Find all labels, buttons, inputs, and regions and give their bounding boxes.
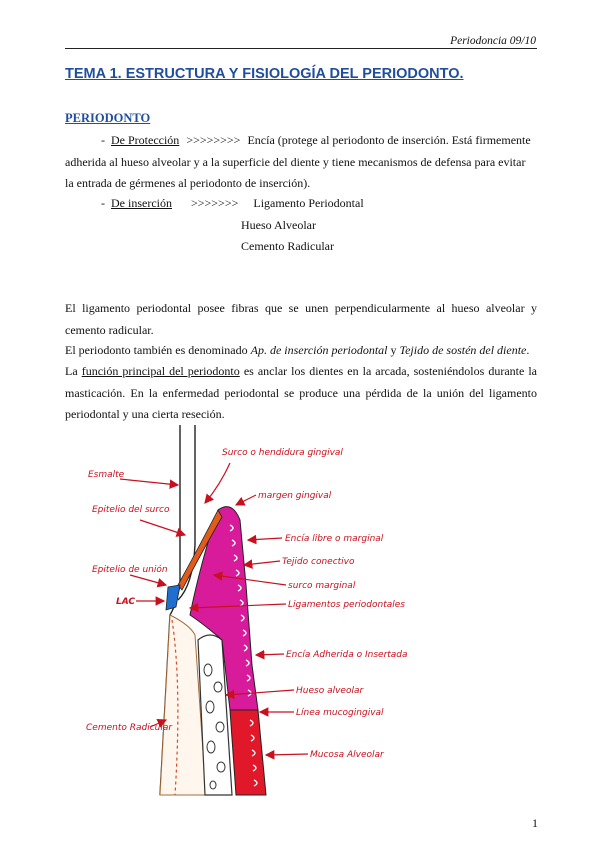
label-surco-hendidura: Surco o hendidura gingival xyxy=(222,448,343,458)
para2-end: . xyxy=(526,343,530,357)
section-heading: PERIODONTO xyxy=(65,111,151,125)
label-margen-gingival: margen gingival xyxy=(258,491,332,501)
paragraph-ligamento: El ligamento periodontal posee fibras que se unen perpendicularmente al hueso alveolar y cemento radicular. xyxy=(65,301,537,337)
insercion-item: Hueso Alveolar xyxy=(241,217,316,232)
bullet-line3: la entrada de gérmenes al periodonto de inserción). xyxy=(65,176,311,190)
bullet-line2: adherida al hueso alveolar y a la superficie del diente y tiene mecanismos de defensa para evitar xyxy=(65,154,526,169)
page-number: 1 xyxy=(532,816,538,830)
paragraph-denominado xyxy=(65,340,537,362)
bullet2-dash: - xyxy=(101,196,105,210)
page-title: TEMA 1. ESTRUCTURA Y FISIOLOGÍA DEL PERIODONTO. xyxy=(65,66,464,82)
bullet-arrows: >>>>>>>> xyxy=(186,133,241,147)
header-rule xyxy=(65,48,537,49)
label-esmalte: Esmalte xyxy=(88,470,125,480)
label-encia-adherida: Encía Adherida o Insertada xyxy=(286,650,408,660)
label-hueso-alveolar: Hueso alveolar xyxy=(296,686,364,696)
bullet-dash: - xyxy=(101,133,105,147)
label-epitelio-union: Epitelio de unión xyxy=(92,565,168,575)
label-cemento: Cemento Radicular xyxy=(86,723,173,733)
insercion-item: Cemento Radicular xyxy=(241,239,334,253)
bullet2-term: De inserción xyxy=(111,196,172,210)
para2-term2: Tejido de sostén del diente xyxy=(399,343,527,357)
para3-pre: La xyxy=(65,364,78,378)
alveolar-mucosa xyxy=(230,710,266,795)
bullet-proteccion xyxy=(65,130,537,195)
label-tejido-conectivo: Tejido conectivo xyxy=(282,557,355,567)
para3-post: es anclar los dientes en la arcada, sosteniéndolos durante la masticación. En la enfermedad periodontal se produce una pérdida de la unión del ligamento periodontal y una cierta reseción. xyxy=(65,364,538,421)
bullet-term: De Protección xyxy=(111,133,180,147)
bullet-insercion xyxy=(65,193,537,258)
label-linea-mucogingival: Línea mucogingival xyxy=(296,708,384,718)
label-lac: LAC xyxy=(116,597,136,607)
label-encia-libre: Encía libre o marginal xyxy=(285,534,384,544)
para2-mid: y xyxy=(390,343,397,357)
label-surco-marginal: surco marginal xyxy=(288,581,356,591)
bullet-line1: Encía (protege al periodonto de inserción. Está firmemente xyxy=(247,133,531,147)
paragraph-funcion xyxy=(65,361,537,426)
insercion-item: Ligamento Periodontal xyxy=(253,196,364,210)
header-course: Periodoncia 09/10 xyxy=(450,35,536,47)
para2-term1: Ap. de inserción periodontal xyxy=(250,343,388,357)
para2-pre: El periodonto también es denominado xyxy=(65,343,248,357)
label-epitelio-surco: Epitelio del surco xyxy=(92,505,170,515)
label-mucosa-alveolar: Mucosa Alveolar xyxy=(310,750,384,760)
label-ligamentos: Ligamentos periodontales xyxy=(288,600,405,610)
bullet2-arrows: >>>>>>> xyxy=(190,196,239,210)
periodontium-diagram xyxy=(0,425,600,845)
para3-term: función principal del periodonto xyxy=(81,364,240,378)
junctional-epithelium xyxy=(166,585,180,610)
